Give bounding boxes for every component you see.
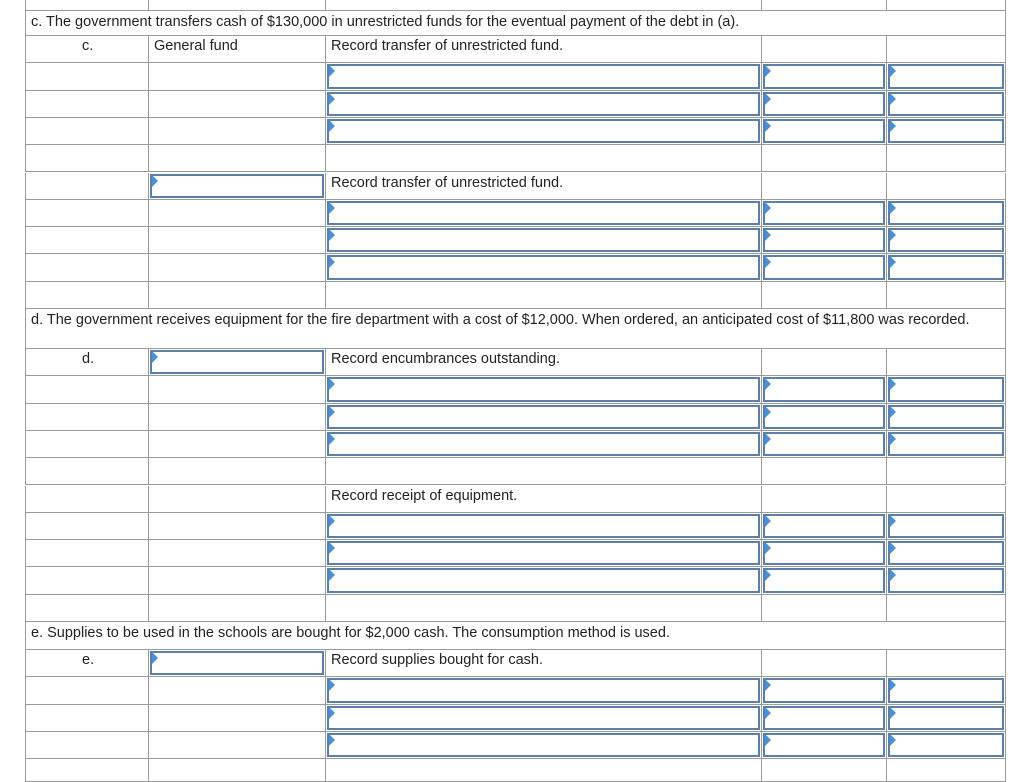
blank-letter-cell <box>25 513 149 540</box>
blank-fund-cell <box>149 91 326 118</box>
credit-cell[interactable] <box>887 63 1006 90</box>
credit-cell[interactable] <box>887 567 1006 594</box>
credit-input[interactable] <box>888 541 1004 565</box>
credit-cell[interactable] <box>887 376 1006 403</box>
credit-header-cell <box>887 36 1006 63</box>
spacer-cell <box>149 595 326 622</box>
account-cell[interactable] <box>326 540 762 567</box>
debit-cell[interactable] <box>762 540 887 567</box>
debit-input[interactable] <box>763 255 885 279</box>
debit-cell[interactable] <box>762 677 887 704</box>
entry-letter-cell <box>25 349 149 376</box>
debit-header-cell <box>762 349 887 376</box>
credit-input[interactable] <box>888 119 1004 143</box>
blank-letter-cell <box>25 540 149 567</box>
debit-cell[interactable] <box>762 376 887 403</box>
credit-input[interactable] <box>888 255 1004 279</box>
credit-input[interactable] <box>888 514 1004 538</box>
account-select[interactable] <box>327 405 760 429</box>
fund-cell[interactable] <box>149 650 326 677</box>
debit-cell[interactable] <box>762 732 887 759</box>
debit-input[interactable] <box>763 568 885 592</box>
entry-description: Record encumbrances outstanding. <box>331 351 560 367</box>
credit-cell[interactable] <box>887 540 1006 567</box>
spacer-cell <box>762 595 887 622</box>
spacer-cell <box>149 282 326 309</box>
account-cell[interactable] <box>326 677 762 704</box>
credit-header-cell <box>887 173 1006 200</box>
debit-cell[interactable] <box>762 63 887 90</box>
account-select[interactable] <box>327 541 760 565</box>
blank-fund-cell <box>149 431 326 458</box>
debit-input[interactable] <box>763 678 885 702</box>
debit-cell[interactable] <box>762 118 887 145</box>
account-cell[interactable] <box>326 404 762 431</box>
credit-cell[interactable] <box>887 91 1006 118</box>
account-cell[interactable] <box>326 567 762 594</box>
credit-cell[interactable] <box>887 431 1006 458</box>
blank-fund-cell <box>149 513 326 540</box>
debit-cell[interactable] <box>762 431 887 458</box>
credit-header-cell <box>887 486 1006 513</box>
account-select[interactable] <box>327 201 760 225</box>
blank-letter-cell <box>25 705 149 732</box>
entry-description-cell <box>326 36 762 63</box>
debit-input[interactable] <box>763 733 885 757</box>
debit-header-cell <box>762 173 887 200</box>
account-select[interactable] <box>327 92 760 116</box>
trailing-cell <box>762 759 887 782</box>
spacer-cell <box>25 282 149 309</box>
entry-letter-cell <box>25 486 149 513</box>
account-select[interactable] <box>327 568 760 592</box>
spacer-cell <box>326 458 762 485</box>
account-select[interactable] <box>327 228 760 252</box>
spacer-cell <box>887 282 1006 309</box>
blank-fund-cell <box>149 254 326 281</box>
account-cell[interactable] <box>326 431 762 458</box>
spacer-cell <box>762 282 887 309</box>
entry-description: Record supplies bought for cash. <box>331 652 543 668</box>
debit-input[interactable] <box>763 119 885 143</box>
credit-header-cell <box>887 349 1006 376</box>
debit-input[interactable] <box>763 541 885 565</box>
credit-header-cell <box>887 650 1006 677</box>
credit-input[interactable] <box>888 733 1004 757</box>
spacer-cell <box>25 458 149 485</box>
fund-name: General fund <box>154 38 238 54</box>
debit-input[interactable] <box>763 92 885 116</box>
credit-cell[interactable] <box>887 732 1006 759</box>
credit-cell[interactable] <box>887 705 1006 732</box>
problem-1-statement: d. The government receives equipment for the fire department with a cost of $12,000. When ordered, an anticipated cost of $11,800 was recorded. <box>25 309 1006 349</box>
trailing-cell <box>887 759 1006 782</box>
fund-select[interactable] <box>150 174 324 198</box>
blank-fund-cell <box>149 677 326 704</box>
credit-cell[interactable] <box>887 227 1006 254</box>
debit-input[interactable] <box>763 514 885 538</box>
fund-cell[interactable] <box>149 173 326 200</box>
blank-letter-cell <box>25 91 149 118</box>
fund-select[interactable] <box>150 651 324 675</box>
spacer-cell <box>25 145 149 172</box>
blank-fund-cell <box>149 404 326 431</box>
credit-input[interactable] <box>888 706 1004 730</box>
account-cell[interactable] <box>326 705 762 732</box>
credit-cell[interactable] <box>887 677 1006 704</box>
debit-input[interactable] <box>763 432 885 456</box>
blank-letter-cell <box>25 677 149 704</box>
account-select[interactable] <box>327 64 760 88</box>
debit-input[interactable] <box>763 64 885 88</box>
top-stub-col-5 <box>887 0 1006 11</box>
blank-fund-cell <box>149 227 326 254</box>
blank-letter-cell <box>25 200 149 227</box>
account-select[interactable] <box>327 514 760 538</box>
entry-description-cell <box>326 650 762 677</box>
debit-input[interactable] <box>763 706 885 730</box>
spacer-cell <box>887 145 1006 172</box>
entry-description-cell <box>326 349 762 376</box>
debit-header-cell <box>762 650 887 677</box>
entry-description: Record receipt of equipment. <box>331 487 518 504</box>
debit-input[interactable] <box>763 201 885 225</box>
credit-input[interactable] <box>888 405 1004 429</box>
account-cell[interactable] <box>326 513 762 540</box>
entry-description: Record transfer of unrestricted fund. <box>331 174 564 191</box>
account-cell[interactable] <box>326 227 762 254</box>
entry-letter: e. <box>82 652 95 668</box>
blank-fund-cell <box>149 540 326 567</box>
spacer-cell <box>887 595 1006 622</box>
spacer-cell <box>762 458 887 485</box>
trailing-cell <box>326 759 762 782</box>
credit-cell[interactable] <box>887 513 1006 540</box>
credit-input[interactable] <box>888 432 1004 456</box>
credit-input[interactable] <box>888 678 1004 702</box>
blank-fund-cell <box>149 567 326 594</box>
spacer-cell <box>149 145 326 172</box>
credit-input[interactable] <box>888 92 1004 116</box>
blank-letter-cell <box>25 732 149 759</box>
debit-cell[interactable] <box>762 227 887 254</box>
spacer-cell <box>149 458 326 485</box>
spacer-cell <box>887 458 1006 485</box>
debit-header-cell <box>762 36 887 63</box>
credit-cell[interactable] <box>887 118 1006 145</box>
blank-fund-cell <box>149 376 326 403</box>
trailing-cell <box>25 759 149 782</box>
account-cell[interactable] <box>326 200 762 227</box>
account-select[interactable] <box>327 678 760 702</box>
debit-header-cell <box>762 486 887 513</box>
account-cell[interactable] <box>326 91 762 118</box>
fund-select[interactable] <box>150 350 324 374</box>
credit-input[interactable] <box>888 568 1004 592</box>
account-cell[interactable] <box>326 118 762 145</box>
debit-cell[interactable] <box>762 705 887 732</box>
account-cell[interactable] <box>326 376 762 403</box>
top-stub-col-4 <box>762 0 887 11</box>
account-cell[interactable] <box>326 732 762 759</box>
top-stub-col-3 <box>326 0 762 11</box>
spacer-cell <box>326 282 762 309</box>
entry-letter-cell <box>25 650 149 677</box>
entry-letter: c. <box>82 38 94 54</box>
debit-cell[interactable] <box>762 567 887 594</box>
blank-letter-cell <box>25 404 149 431</box>
account-select[interactable] <box>327 733 760 757</box>
problem-0-statement: c. The government transfers cash of $130,000 in unrestricted funds for the eventual payment of the debt in (a). <box>25 11 1006 36</box>
debit-cell[interactable] <box>762 404 887 431</box>
blank-fund-cell <box>149 200 326 227</box>
blank-fund-cell <box>149 63 326 90</box>
debit-cell[interactable] <box>762 513 887 540</box>
blank-letter-cell <box>25 431 149 458</box>
account-select[interactable] <box>327 706 760 730</box>
spacer-cell <box>326 595 762 622</box>
blank-letter-cell <box>25 227 149 254</box>
credit-input[interactable] <box>888 201 1004 225</box>
account-select[interactable] <box>327 432 760 456</box>
debit-cell[interactable] <box>762 200 887 227</box>
top-stub-col-2 <box>149 0 326 11</box>
debit-input[interactable] <box>763 405 885 429</box>
entry-description: Record transfer of unrestricted fund. <box>331 38 564 54</box>
entry-letter-cell <box>25 173 149 200</box>
account-cell[interactable] <box>326 254 762 281</box>
credit-cell[interactable] <box>887 404 1006 431</box>
entry-description-cell <box>326 486 762 513</box>
credit-cell[interactable] <box>887 200 1006 227</box>
trailing-cell <box>149 759 326 782</box>
debit-cell[interactable] <box>762 254 887 281</box>
spacer-cell <box>25 595 149 622</box>
fund-cell[interactable] <box>149 349 326 376</box>
account-select[interactable] <box>327 255 760 279</box>
entry-letter-cell <box>25 36 149 63</box>
blank-letter-cell <box>25 63 149 90</box>
blank-letter-cell <box>25 254 149 281</box>
debit-input[interactable] <box>763 377 885 401</box>
blank-letter-cell <box>25 567 149 594</box>
credit-input[interactable] <box>888 228 1004 252</box>
credit-cell[interactable] <box>887 254 1006 281</box>
blank-fund-cell <box>149 118 326 145</box>
top-stub-col-1 <box>25 0 149 11</box>
credit-input[interactable] <box>888 377 1004 401</box>
debit-input[interactable] <box>763 228 885 252</box>
spacer-cell <box>762 145 887 172</box>
account-select[interactable] <box>327 377 760 401</box>
blank-fund-cell <box>149 705 326 732</box>
account-cell[interactable] <box>326 63 762 90</box>
blank-letter-cell <box>25 118 149 145</box>
problem-2-statement: e. Supplies to be used in the schools are bought for $2,000 cash. The consumption method is used. <box>25 622 1006 650</box>
blank-letter-cell <box>25 376 149 403</box>
blank-fund-cell <box>149 732 326 759</box>
credit-input[interactable] <box>888 64 1004 88</box>
entry-description-cell <box>326 173 762 200</box>
spacer-cell <box>326 145 762 172</box>
fund-cell <box>149 486 326 513</box>
fund-cell <box>149 36 326 63</box>
entry-letter: d. <box>82 351 95 367</box>
account-select[interactable] <box>327 119 760 143</box>
debit-cell[interactable] <box>762 91 887 118</box>
